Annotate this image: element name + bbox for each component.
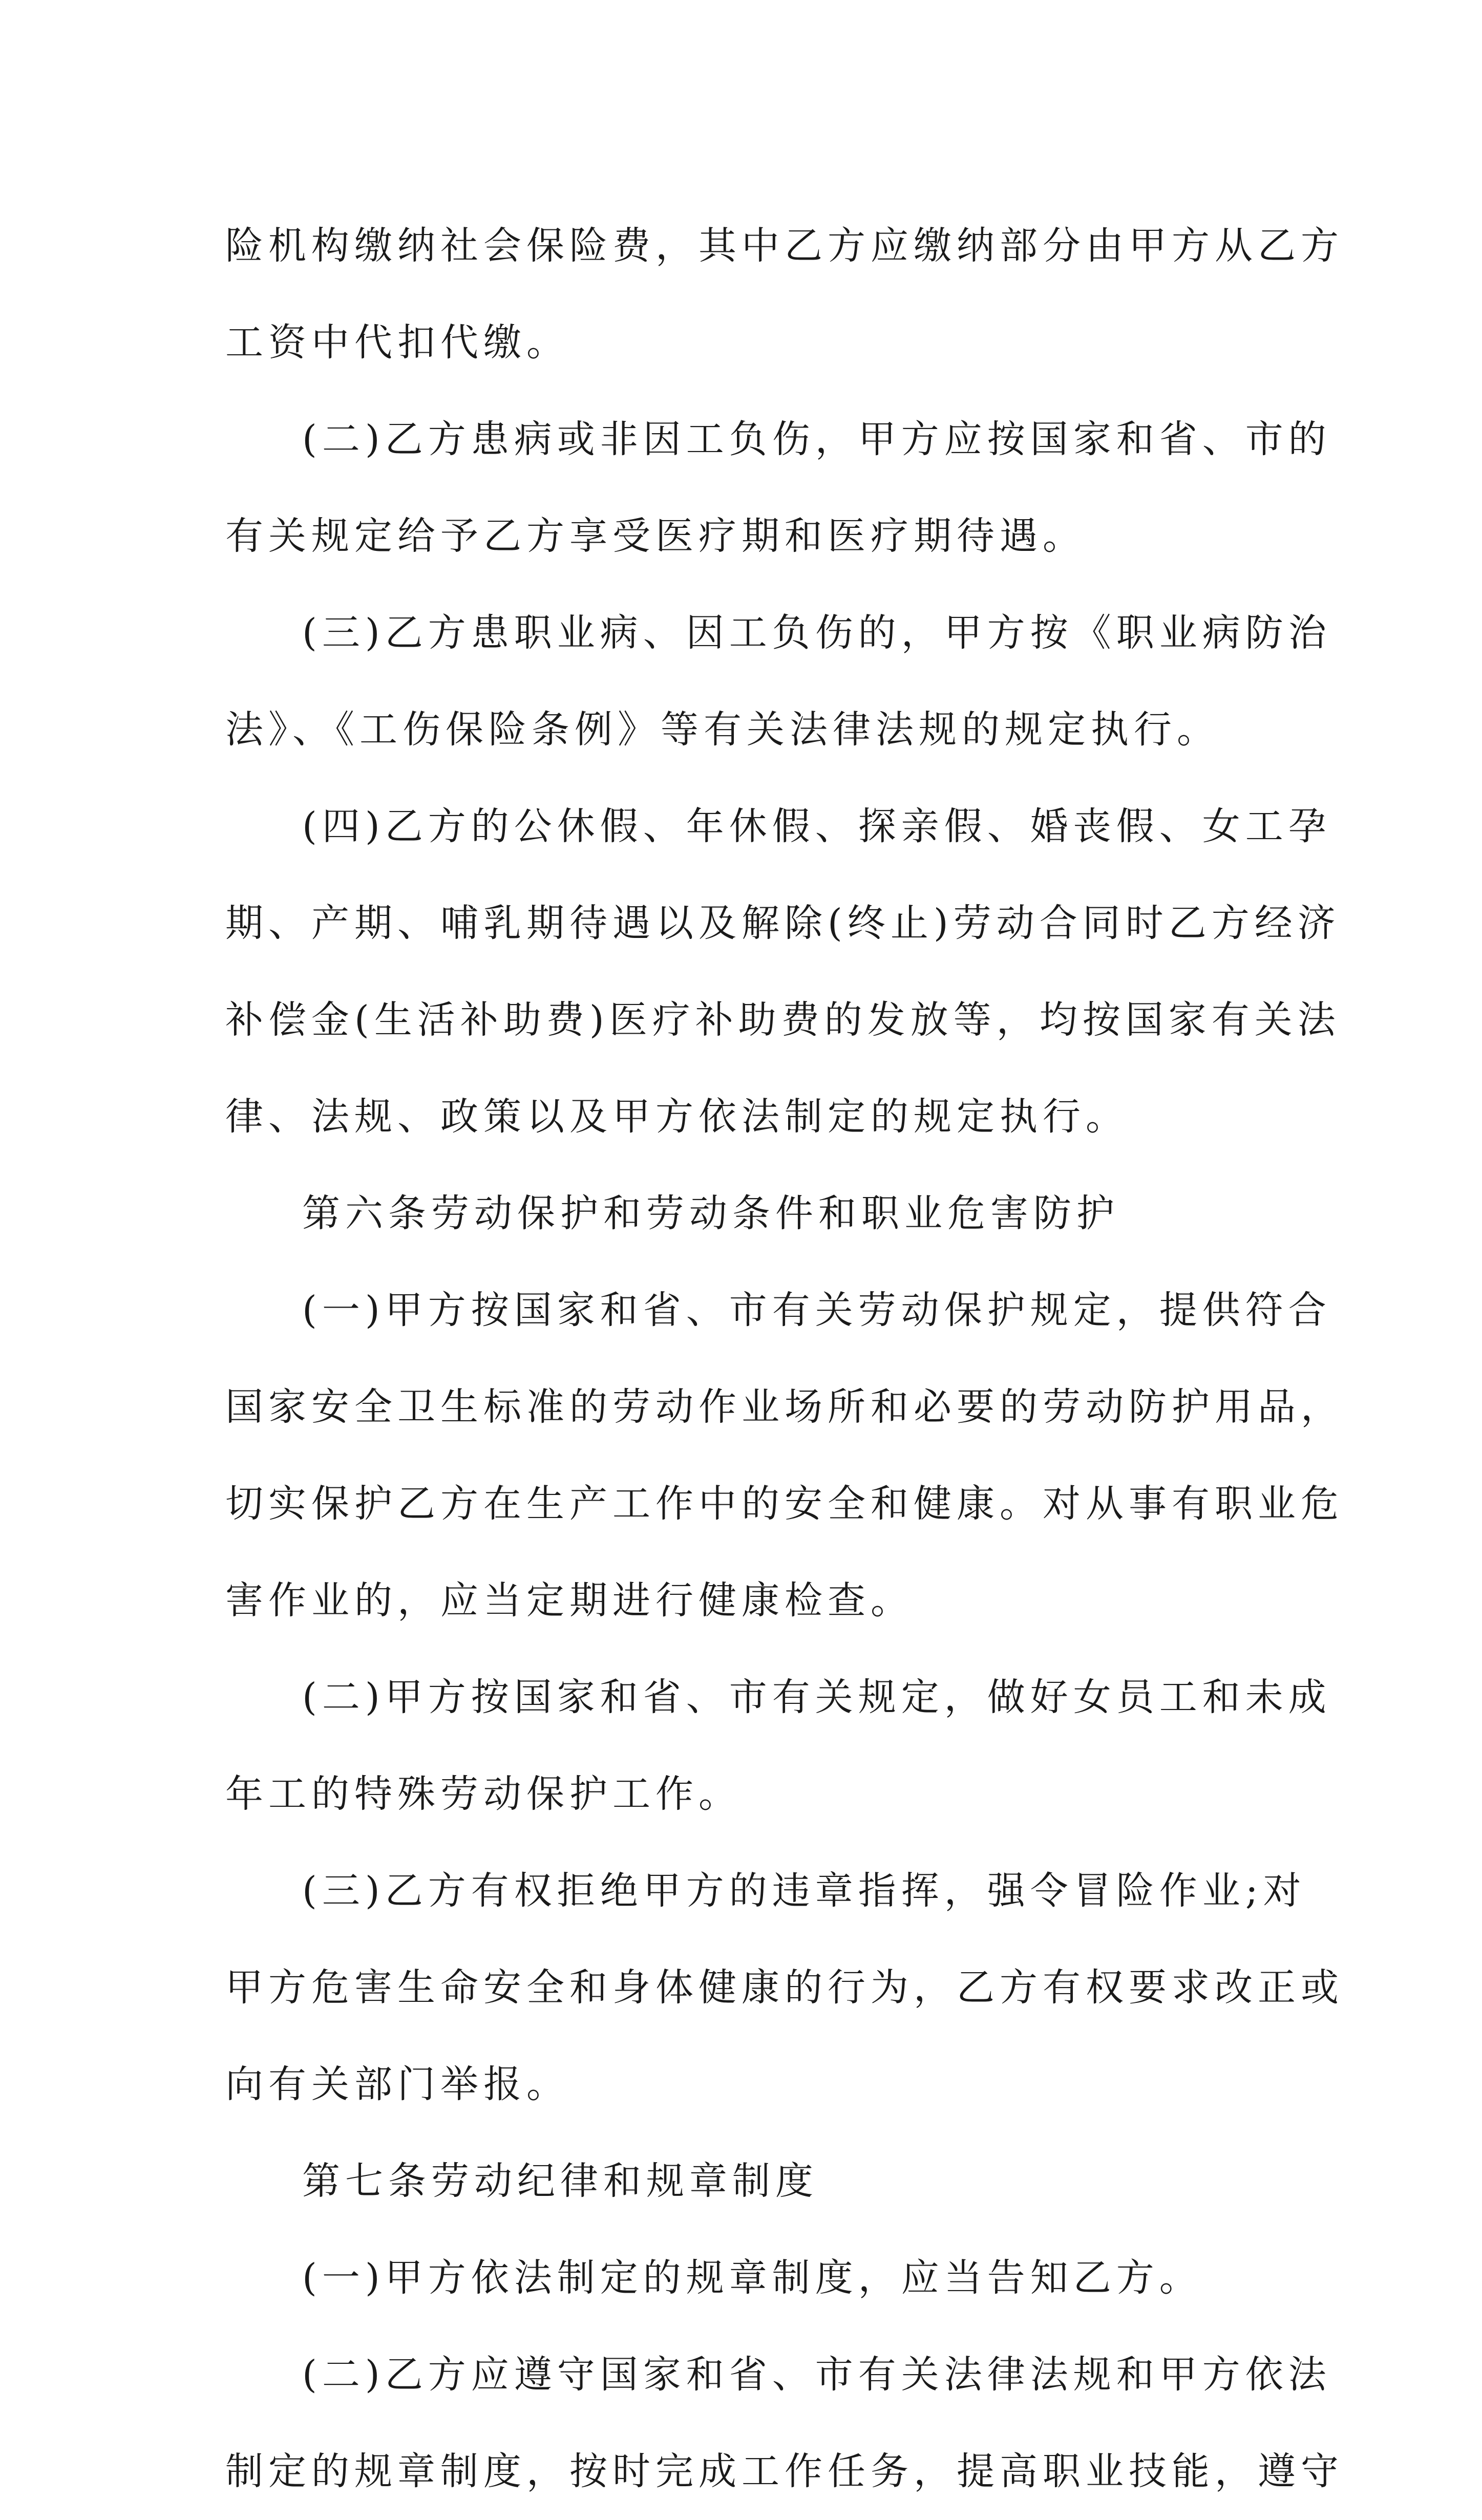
text-line: (二)乙方患病或非因工负伤，甲方应按国家和省、市的 — [302, 417, 1331, 461]
text-line: 有关规定给予乙方享受医疗期和医疗期待遇。 — [225, 514, 1086, 558]
paragraph-occupational-disease — [225, 585, 1331, 778]
text-line: (四)乙方的公休假、年休假、探亲假、婚丧假、女工孕 — [302, 804, 1331, 848]
text-line: 向有关部门举报。 — [225, 2062, 569, 2106]
paragraph-leave-benefits — [225, 778, 1341, 1165]
text-line: 甲方危害生命安全和身体健康的行为，乙方有权要求改正或 — [225, 1966, 1344, 2010]
text-line: (三)乙方患职业病、因工负伤的，甲方按《职业病防治 — [302, 611, 1331, 655]
text-line: 法》、《工伤保险条例》等有关法律法规的规定执行。 — [225, 708, 1220, 752]
section-heading: 第六条劳动保护和劳动条件和职业危害防护 — [302, 1191, 1119, 1235]
text-line: 年工的特殊劳动保护工作。 — [225, 1772, 742, 1816]
text-line: 国家安全卫生标准的劳动作业场所和必要的劳动防护用品， — [225, 1385, 1344, 1429]
text-line: 险机构缴纳社会保险费，其中乙方应缴纳部分由甲方从乙方 — [225, 224, 1344, 268]
paragraph-illness-medical-period — [225, 391, 1331, 585]
paragraph-rules-notice — [225, 2230, 1270, 2326]
text-line: (一)甲方依法制定的规章制度，应当告知乙方。 — [302, 2256, 1202, 2300]
text-line: 害作业的，应当定期进行健康检查。 — [225, 1578, 914, 1622]
document-body — [225, 198, 1344, 2520]
paragraph-social-insurance — [225, 198, 1344, 391]
paragraph-compliance — [225, 2326, 1344, 2520]
paragraph-special-protection — [225, 1649, 1331, 1843]
text-line: 补偿金(生活补助费)医疗补助费的发放等，均按国家有关法 — [225, 998, 1341, 1042]
text-line: (一)甲方按国家和省、市有关劳动保护规定，提供符合 — [302, 1288, 1331, 1332]
paragraph-right-to-refuse — [225, 1843, 1344, 2133]
text-line: 制定的规章制度，按时完成工作任务，提高职业技能，遵守 — [225, 2449, 1344, 2493]
article-6-heading — [225, 1165, 1270, 1262]
paragraph-labor-protection — [225, 1262, 1344, 1649]
text-line: (二)乙方应遵守国家和省、市有关法律法规和甲方依法 — [302, 2353, 1331, 2397]
text-line: 切实保护乙方在生产工作中的安全和健康。对从事有职业危 — [225, 1482, 1344, 1526]
text-line: 工资中代扣代缴。 — [225, 321, 569, 365]
text-line: 律、法规、政策以及甲方依法制定的规定执行。 — [225, 1095, 1129, 1139]
text-line: (二)甲方按国家和省、市有关规定，做好女员工和未成 — [302, 1675, 1331, 1719]
section-heading: 第七条劳动纪律和规章制度 — [302, 2159, 818, 2203]
text-line: 期、产期、哺乳期待遇以及解除(终止)劳动合同时乙方经济 — [225, 901, 1341, 945]
article-7-heading — [225, 2133, 1270, 2230]
text-line: (三)乙方有权拒绝甲方的违章指挥，强令冒险作业;对 — [302, 1869, 1306, 1913]
